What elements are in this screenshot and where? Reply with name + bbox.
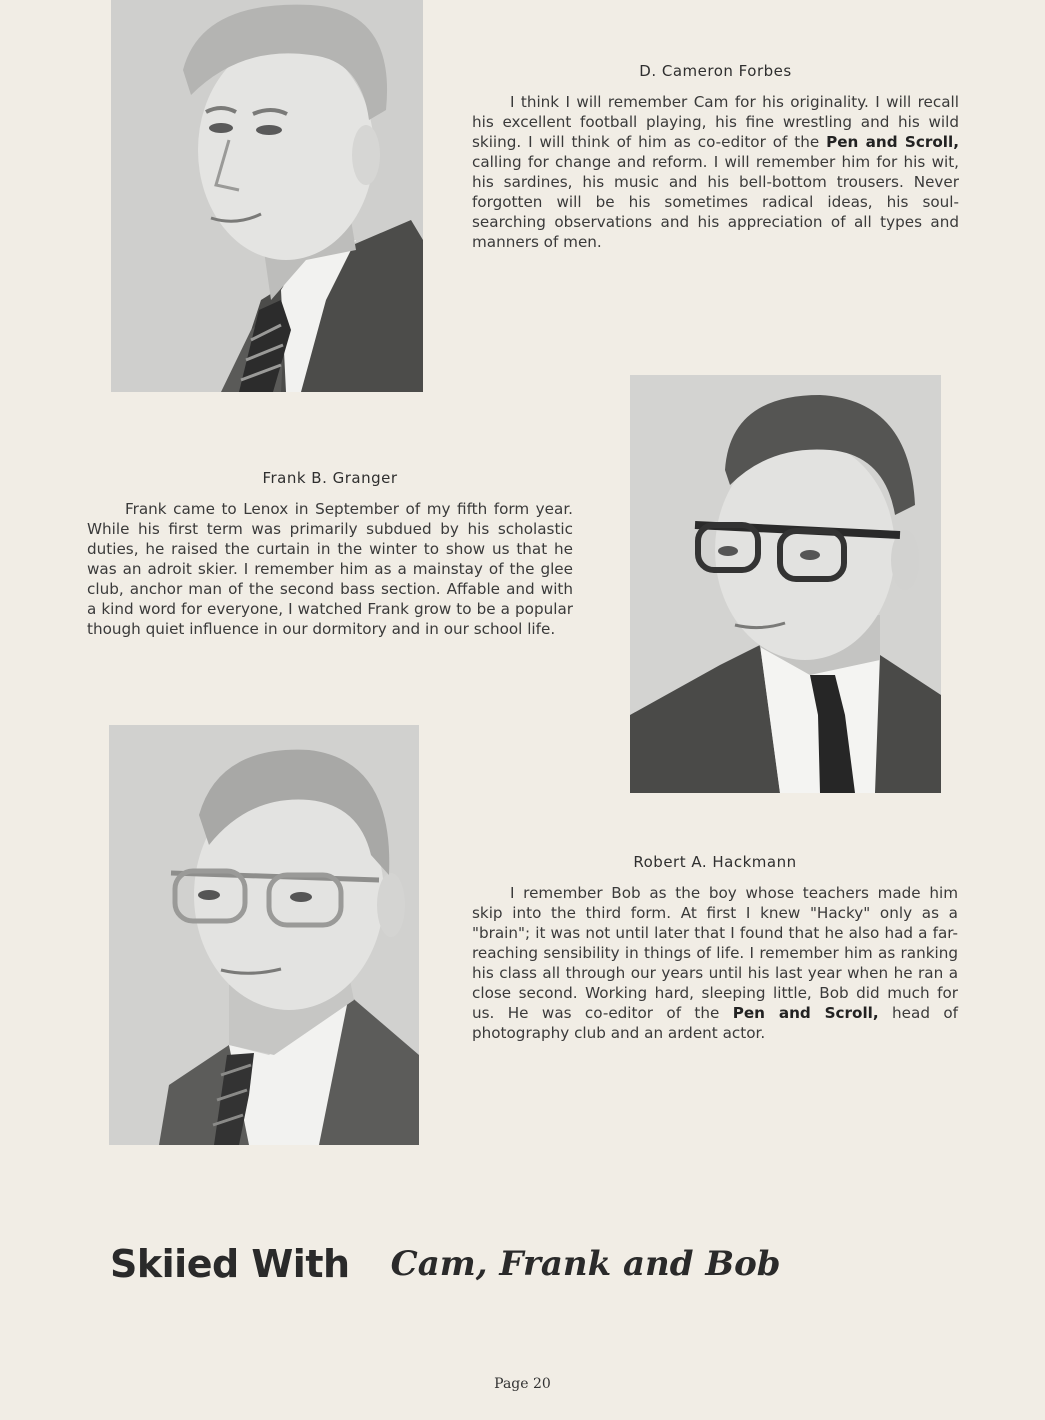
- student-bio: I think I will remember Cam for his originality. I will recall his excellent football playing, his fine wrestling and his wild skiing. I will think of him as co-editor of the Pen and Scroll, calling for change and reform. I will remember him for his wit, his sardines, his music and his bell-bottom trousers. Never forgotten will be his sometimes radical ideas, his soul-searching observations and his appreciation of all types and manners of men.: [472, 93, 959, 251]
- entry-forbes: [472, 62, 959, 252]
- portrait-photo-granger: [630, 375, 941, 793]
- student-bio: I remember Bob as the boy whose teachers made him skip into the third form. At first I knew "Hacky" only as a "brain"; it was not until later that I found that he also had a far-reaching sensibility in things of life. I remember him as ranking his class all through our years until his last year when he ran a close second. Working hard, sleeping little, Bob did much for us. He was co-editor of the Pen and Scroll, head of photography club and an ardent actor.: [472, 884, 958, 1042]
- student-bio: Frank came to Lenox in September of my fifth form year. While his first term was primarily subdued by his scholastic duties, he raised the curtain in the winter to show us that he was an adroit skier. I remember him as a mainstay of the glee club, anchor man of the second bass section. Affable and with a kind word for everyone, I watched Frank grow to be a popular though quiet influence in our dormitory and in our school life.: [87, 500, 573, 638]
- student-name: Frank B. Granger: [262, 469, 398, 487]
- publication-name: Pen and Scroll,: [826, 133, 959, 151]
- page-number: Page 20: [494, 1376, 551, 1392]
- entry-granger: [87, 469, 573, 639]
- headline-script-text: Cam, Frank and Bob: [390, 1244, 781, 1284]
- publication-name: Pen and Scroll,: [732, 1004, 879, 1022]
- headline-block-text: Skiied With: [110, 1242, 350, 1286]
- entry-hackmann: [472, 853, 958, 1043]
- portrait-photo-forbes: [111, 0, 423, 392]
- portrait-photo-hackmann: [109, 725, 419, 1145]
- footer-headline: [110, 1242, 781, 1286]
- student-name: D. Cameron Forbes: [639, 62, 792, 80]
- student-name: Robert A. Hackmann: [633, 853, 797, 871]
